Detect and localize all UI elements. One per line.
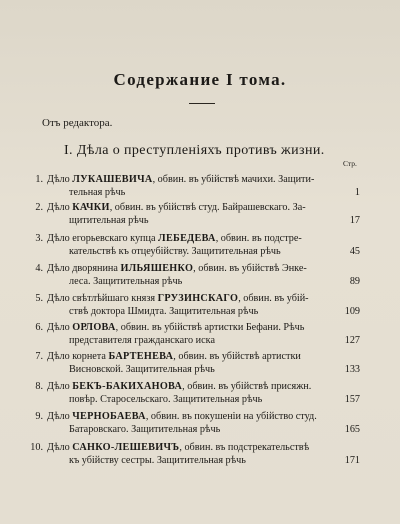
entry-number: 4. [35,263,43,274]
entry-line-1 [47,321,304,334]
entry-description: , обвин. въ покушенiи на убiйство студ. [145,411,317,422]
entry-description: , обвин. въ подстре- [215,233,302,244]
toc-title: Содержание I тома. [113,70,287,89]
entry-description: , обвин. въ подстрекательствѣ [179,442,310,453]
entry-page-number: 1 [354,187,360,198]
entry-page-number: 17 [349,215,360,226]
entry-defendant: ЛЕБЕДЕВА [158,233,216,244]
entry-number: 8. [35,381,43,392]
entry-prefix: Дѣло свѣтлѣйшаго князя [47,293,158,304]
entry-description: , обвин. въ убiй- [238,293,309,304]
entry-defendant: ОРЛОВА [72,322,116,333]
entry-page-number: 133 [344,364,360,375]
entry-prefix: Дѣло [47,202,73,213]
entry-line-1 [47,350,301,363]
entry-line-2: кательствѣ къ отцеубiйству. Защитительная рѣчь [69,246,281,257]
entry-description: , обвин. въ убiйствѣ Энке- [193,263,307,274]
entry-line-1 [47,232,302,245]
entry-page-number: 109 [344,306,360,317]
editor-note: Отъ редактора. [42,117,113,129]
entry-prefix: Дѣло [47,322,73,333]
entry-line-2: щитительная рѣчь [69,215,149,226]
entry-line-2: къ убiйству сестры. Защитительная рѣчь [69,455,246,466]
entry-line-2: Батаровскаго. Защитительная рѣчь [69,424,221,435]
entry-description: , обвин. въ убiйствѣ студ. Байрашевскаго. За- [109,202,306,213]
entry-prefix: Дѣло [47,381,73,392]
entry-line-1 [47,441,309,454]
entry-line-1 [47,262,307,275]
entry-number: 10. [30,442,43,453]
entry-defendant: БЕКЪ-БАКИХАНОВА [72,381,183,392]
entry-number: 2. [35,202,43,213]
title-rule [189,103,215,104]
entry-prefix: Дѣло корнета [47,351,109,362]
entry-page-number: 45 [349,246,360,257]
page-column-label: Стр. [343,159,357,168]
entry-line-2: леса. Защитительная рѣчь [69,276,183,287]
entry-description: , обвин. въ убiйствѣ мачихи. Защити- [152,174,315,185]
entry-prefix: Дѣло [47,411,73,422]
entry-number: 9. [35,411,43,422]
entry-defendant: ГРУЗИНСКАГО [157,293,239,304]
entry-line-1 [47,380,311,393]
entry-defendant: ИЛЬЯШЕНКО [120,263,194,274]
entry-defendant: САНКО-ЛЕШЕВИЧЪ [72,442,180,453]
entry-description: , обвин. въ убiйствѣ присяжн. [182,381,312,392]
entry-line-2: представителя гражданскаго иска [69,335,215,346]
entry-page-number: 165 [344,424,360,435]
entry-line-2: Висновской. Защитительная рѣчь [69,364,215,375]
entry-defendant: КАЧКИ [72,202,110,213]
entry-defendant: ЧЕРНОБАЕВА [72,411,146,422]
entry-number: 5. [35,293,43,304]
entry-description: , обвин. въ убiйствѣ артистки [173,351,301,362]
entry-defendant: ЛУКАШЕВИЧА [72,174,153,185]
entry-prefix: Дѣло [47,442,73,453]
entry-line-2: тельная рѣчь [69,187,126,198]
entry-line-2: повѣр. Старосельскаго. Защитительная рѣчь [69,394,263,405]
entry-prefix: Дѣло [47,174,73,185]
entry-line-1 [47,410,317,423]
entry-number: 3. [35,233,43,244]
entry-page-number: 127 [344,335,360,346]
entry-line-1 [47,201,306,214]
entry-number: 7. [35,351,43,362]
entry-prefix: Дѣло егорьевскаго купца [47,233,159,244]
entry-description: , обвин. въ убiйствѣ артистки Бефани. Рѣчь [115,322,305,333]
entry-defendant: БАРТЕНЕВА [108,351,174,362]
entry-page-number: 89 [349,276,360,287]
entry-page-number: 171 [344,455,360,466]
entry-number: 6. [35,322,43,333]
entry-page-number: 157 [344,394,360,405]
section-heading: I. Дѣла о преступленiяхъ противъ жизни. [64,143,325,158]
entry-prefix: Дѣло дворянина [47,263,121,274]
entry-line-1 [47,292,309,305]
entry-number: 1. [35,174,43,185]
entry-line-1 [47,173,314,186]
entry-line-2: ствѣ доктора Шмидта. Защитительная рѣчь [69,306,259,317]
